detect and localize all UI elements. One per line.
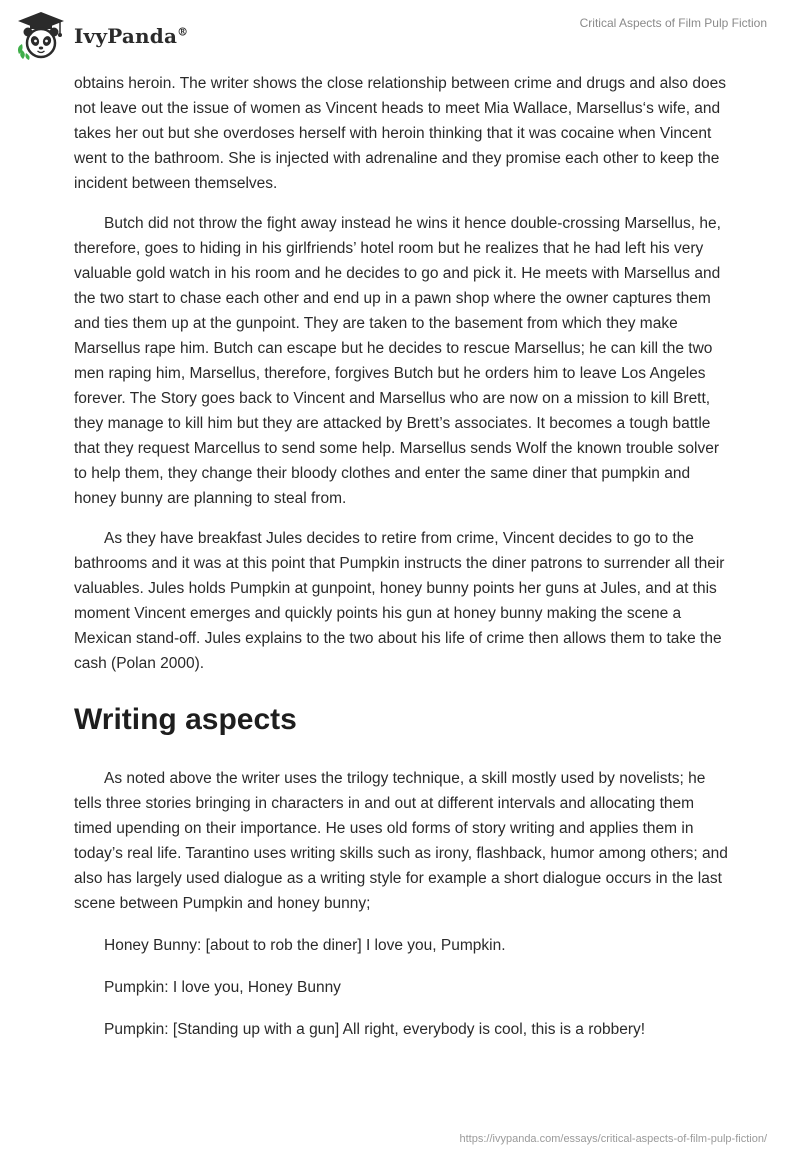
page-header xyxy=(0,0,800,70)
paragraph: obtains heroin. The writer shows the close relationship between crime and drugs and also does not leave out the issue of women as Vincent heads to meet Mia Wallace, Marsellus‘s wife, and takes her out but she overdoses herself with heroin thinking that it was cocaine when Vincent went to the bathroom. She is injected with adrenaline and they promise each other to keep the incident between themselves. xyxy=(74,75,726,192)
brand-logo[interactable] xyxy=(14,10,188,62)
essay-body xyxy=(74,71,734,1042)
paragraph: Butch did not throw the fight away instead he wins it hence double-crossing Marsellus, he, therefore, goes to hiding in his girlfriends’ hotel room but he realizes that he had left his very valuable gold watch in his room and he decides to go and pick it. He meets with Marsellus and the two start to chase each other and end up in a pawn shop where the owner captures them and ties them up at the gunpoint. They are taken to the basement from which they make Marsellus rape him. Butch can escape but he decides to rescue Marsellus; he can kill the two men raping him, Marsellus, therefore, forgives Butch but he orders him to leave Los Angeles forever. The Story goes back to Vincent and Marsellus who are now on a mission to kill Brett, they manage to kill him but they are attacked by Brett’s associates. It becomes a tough battle that they request Marcellus to send some help. Marsellus sends Wolf the known trouble solver to help them, they change their bloody clothes and enter the same diner that pumpkin and honey bunny are planning to steal from. xyxy=(74,215,721,507)
brand-name: IvyPanda® xyxy=(74,24,189,48)
dialogue-line: Honey Bunny: [about to rob the diner] I love you, Pumpkin. xyxy=(104,937,506,954)
paragraph: As they have breakfast Jules decides to retire from crime, Vincent decides to go to the bathrooms and it was at this point that Pumpkin instructs the diner patrons to surrender all their valuables. Jules holds Pumpkin at gunpoint, honey bunny points her guns at Jules, and at this moment Vincent emerges and quickly points his gun at honey bunny making the scene a Mexican stand-off. Jules explains to the two about his life of crime then allows them to take the cash (Polan 2000). xyxy=(74,530,725,672)
source-url[interactable]: https://ivypanda.com/essays/critical-aspects-of-film-pulp-fiction/ xyxy=(459,1133,767,1145)
dialogue-line: Pumpkin: I love you, Honey Bunny xyxy=(104,979,341,996)
paragraph: As noted above the writer uses the trilogy technique, a skill mostly used by novelists; he tells three stories bringing in characters in and out at different intervals and allocating them timed upending on their importance. He uses old forms of story writing and applies them in today’s real life. Tarantino uses writing skills such as irony, flashback, humor among others; and also has largely used dialogue as a writing style for example a short dialogue occurs in the last scene between Pumpkin and honey bunny; xyxy=(74,770,728,912)
document-title: Critical Aspects of Film Pulp Fiction xyxy=(579,16,767,30)
dialogue-line: Pumpkin: [Standing up with a gun] All right, everybody is cool, this is a robbery! xyxy=(104,1021,646,1038)
section-heading: Writing aspects xyxy=(74,703,297,736)
panda-graduate-icon xyxy=(14,10,68,62)
